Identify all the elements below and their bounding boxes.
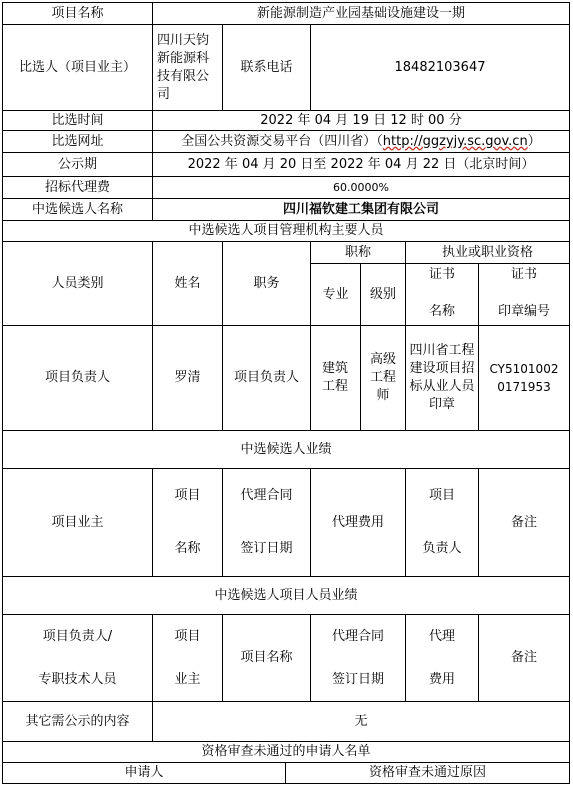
failed-header-applicant: 申请人	[124, 765, 164, 780]
winner-value: 四川福钦建工集团有限公司	[282, 201, 439, 217]
staff-perf-header-owner-bottom: 业主	[174, 671, 201, 687]
perf-header-fee: 代理费用	[331, 514, 384, 530]
staff-perf-header-fee-bottom: 费用	[428, 671, 455, 687]
staff-perf-section-title: 中选候选人项目人员业绩	[214, 587, 358, 603]
staff-row-certno: CY51010020171953	[489, 362, 559, 394]
site-suffix: ）	[527, 133, 541, 149]
perf-header-leader-top: 项目	[428, 487, 455, 503]
staff-perf-header-person-top: 项目负责人/	[42, 628, 113, 644]
staff-header-level: 级别	[369, 286, 396, 302]
staff-perf-header-owner	[153, 615, 222, 701]
perf-header-contract-date	[223, 469, 310, 576]
staff-row-level: 高级工程师	[369, 352, 396, 403]
period-label: 公示期	[57, 156, 97, 172]
staff-header-title: 职称	[344, 244, 371, 260]
other-label: 其它需公示的内容	[25, 713, 130, 729]
project-name-label: 项目名称	[51, 5, 104, 21]
project-name-value: 新能源制造产业园基础设施建设一期	[256, 5, 465, 21]
period-value: 2022 年 04 月 20 日至 2022 年 04 月 22 日（北京时间）	[187, 156, 535, 172]
time-label: 比选时间	[51, 112, 104, 128]
staff-row-category: 项目负责人	[44, 370, 110, 385]
other-value: 无	[354, 713, 368, 729]
contact-phone: 18482103647	[394, 59, 486, 75]
time-value: 2022 年 04 月 19 日 12 时 00 分	[260, 112, 462, 128]
site-prefix: 全国公共资源交易平台（四川省）（	[181, 133, 383, 149]
perf-header-project-name-bottom: 名称	[174, 541, 201, 557]
perf-header-project-name	[153, 469, 222, 576]
staff-perf-header-contract-date-bottom: 签订日期	[331, 671, 384, 687]
staff-perf-header-contract-date-top: 代理合同	[331, 628, 384, 644]
fee-value: 60.0000%	[333, 180, 389, 194]
staff-header-cert	[406, 264, 478, 325]
failed-section-title: 资格审查未通过的申请人名单	[201, 744, 371, 759]
staff-header-certno-bottom: 印章编号	[497, 304, 550, 319]
staff-perf-header-owner-top: 项目	[174, 628, 201, 644]
staff-header-name: 姓名	[174, 275, 201, 291]
staff-section-title: 中选候选人项目管理机构主要人员	[188, 223, 384, 238]
staff-perf-header-contract-date	[311, 615, 405, 701]
staff-row-position: 项目负责人	[233, 370, 299, 385]
owner-value: 四川天钧新能源科技有限公司	[157, 32, 210, 102]
staff-perf-header-fee-top: 代理	[428, 628, 455, 644]
perf-header-note: 备注	[510, 514, 537, 530]
failed-header-reason: 资格审查未通过原因	[368, 765, 486, 780]
staff-header-cert-top: 证书	[428, 267, 455, 282]
staff-perf-header-person	[3, 615, 152, 701]
staff-perf-header-project-name: 项目名称	[240, 650, 293, 665]
staff-header-major: 专业	[322, 286, 349, 302]
site-value	[153, 131, 569, 152]
fee-label: 招标代理费	[44, 179, 110, 195]
owner-label: 比选人（项目业主）	[18, 59, 136, 75]
perf-header-leader	[406, 469, 478, 576]
perf-section-title: 中选候选人业绩	[240, 441, 332, 457]
perf-header-owner: 项目业主	[51, 514, 104, 530]
staff-row-cert: 四川省工程建设项目招标从业人员印章	[409, 343, 475, 412]
perf-header-contract-date-top: 代理合同	[240, 487, 293, 503]
contact-label: 联系电话	[240, 59, 293, 75]
staff-header-qualification: 执业或职业资格	[441, 244, 533, 260]
staff-row-name: 罗清	[174, 370, 201, 385]
staff-perf-header-note: 备注	[510, 650, 537, 665]
staff-header-category: 人员类别	[51, 275, 104, 291]
staff-header-cert-bottom: 名称	[428, 304, 455, 319]
staff-header-certno-top: 证书	[510, 267, 537, 282]
staff-row-major: 建筑工程	[321, 361, 348, 394]
staff-header-position: 职务	[253, 275, 280, 291]
perf-header-leader-bottom: 负责人	[422, 541, 462, 557]
staff-header-certno	[479, 264, 569, 325]
staff-perf-header-fee	[406, 615, 478, 701]
perf-header-contract-date-bottom: 签订日期	[240, 541, 293, 557]
winner-label: 中选候选人名称	[31, 201, 123, 217]
perf-header-project-name-top: 项目	[174, 487, 201, 503]
site-label: 比选网址	[51, 133, 104, 149]
staff-perf-header-person-bottom: 专职技术人员	[38, 671, 117, 687]
site-url-link[interactable]: http://ggzyjy.sc.gov.cn	[382, 133, 528, 149]
